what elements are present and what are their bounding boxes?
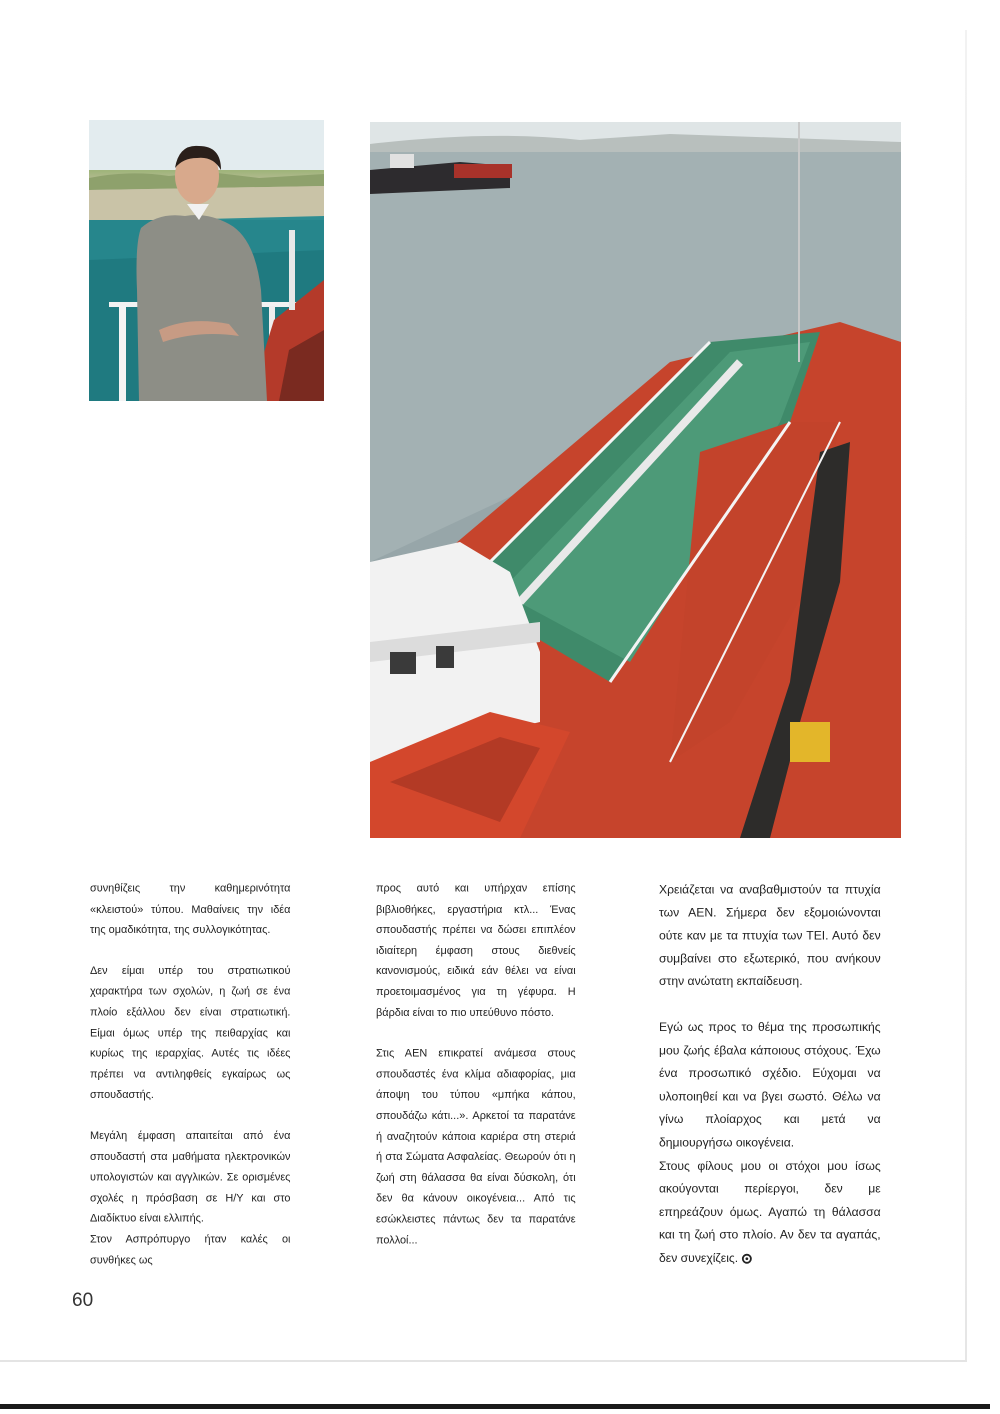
text-column-2 <box>376 878 576 1270</box>
paragraph: Μεγάλη έμφαση απαιτείται από ένα σπουδαστή στα μαθήματα ηλεκτρονικών υπολογιστών και αγγλικών. Σε ορισμένες σχολές η πρόσβαση σε Η/Υ και στο Διαδίκτυο είναι ελλιπής. <box>90 1129 291 1225</box>
paragraph: Εγώ ως προς το θέμα της προσωπικής μου ζωής έβαλα κάποιους στόχους. Έχω ένα προσωπικό σχέδιο. Εύχομαι να υλοποιηθεί και να βγει σωστό. Θέλω να γίνω πλοίαρχος και μετά να δημιουργήσω οικογένεια. <box>659 1020 881 1150</box>
paragraph: συνηθίζεις την καθημερινότητα «κλειστού» τύπου. Μαθαίνεις την ιδέα της ομαδικότητα, της συλλογικότητας. <box>90 882 291 936</box>
paragraph-text: Στους φίλους μου οι στόχοι μου ίσως ακούγονται περίεργοι, δεν με επηρεάζουν όμως. Αγαπώ τη θάλασσα και τη ζωή στο πλοίο. Αν δεν τα αγαπάς, δεν συνεχίζεις. <box>659 1158 881 1265</box>
paragraph-last <box>659 1154 881 1269</box>
paragraph: Στις ΑΕΝ επικρατεί ανάμεσα στους σπουδαστές ένα κλίμα αδιαφορίας, μια άποψη του τύπου «μπήκα κάπου, σπουδάζω κάτι...». Αρκετοί τα παρατάνε ή αναζητούν κάποια καριέρα στη στεριά ή στα Σώματα Ασφαλείας. Θεωρούν ότι η ζωή στη θάλασσα θα είναι δύσκολη, ότι δεν θα κάνουν οικογένεια... Από τις εσώκλειστες πάντως δεν τα παρατάνε πολλοί... <box>376 1047 576 1246</box>
page-edge <box>965 30 967 1360</box>
page-edge-bottom <box>0 1360 967 1362</box>
paragraph: Δεν είμαι υπέρ του στρατιωτικού χαρακτήρα των σχολών, η ζωή σε ένα πλοίο εξάλλου δεν είναι στρατιωτική. Είμαι όμως υπέρ της πειθαρχίας και κυρίως της ιεραρχίας. Αυτές τις ιδέες πρέπει να αντιληφθείς εγκαίρως ως σπουδαστής. <box>90 964 291 1101</box>
portrait-photo <box>89 120 324 401</box>
paragraph: Στον Ασπρόπυργο ήταν καλές οι συνθήκες ως <box>90 1232 291 1266</box>
paragraph: προς αυτό και υπήρχαν επίσης βιβλιοθήκες, εργαστήρια κτλ... Ένας σπουδαστής πρέπει να δώσει επιπλέον ιδιαίτερη έμφαση στους διεθνείς κανονισμούς, ειδικά εάν θέλει να είναι προετοιμασμένος για τη γέφυρα. Η βάρδια είναι το πιο υπεύθυνο πόστο. <box>376 882 576 1019</box>
end-mark-icon <box>742 1254 752 1264</box>
paragraph: Χρειάζεται να αναβαθμιστούν τα πτυχία των ΑΕΝ. Σήμερα δεν εξομοιώνονται ούτε καν με τα πτυχία των ΤΕΙ. Αυτό δεν συμβαίνει στο εξωτερικό, που ανήκουν στην ανώτατη εκπαίδευση. <box>659 882 881 989</box>
text-column-3 <box>659 878 881 1270</box>
text-column-1 <box>90 878 290 1270</box>
page-number: 60 <box>72 1290 94 1311</box>
ship-deck-photo <box>370 122 901 838</box>
scan-border <box>0 1404 990 1409</box>
